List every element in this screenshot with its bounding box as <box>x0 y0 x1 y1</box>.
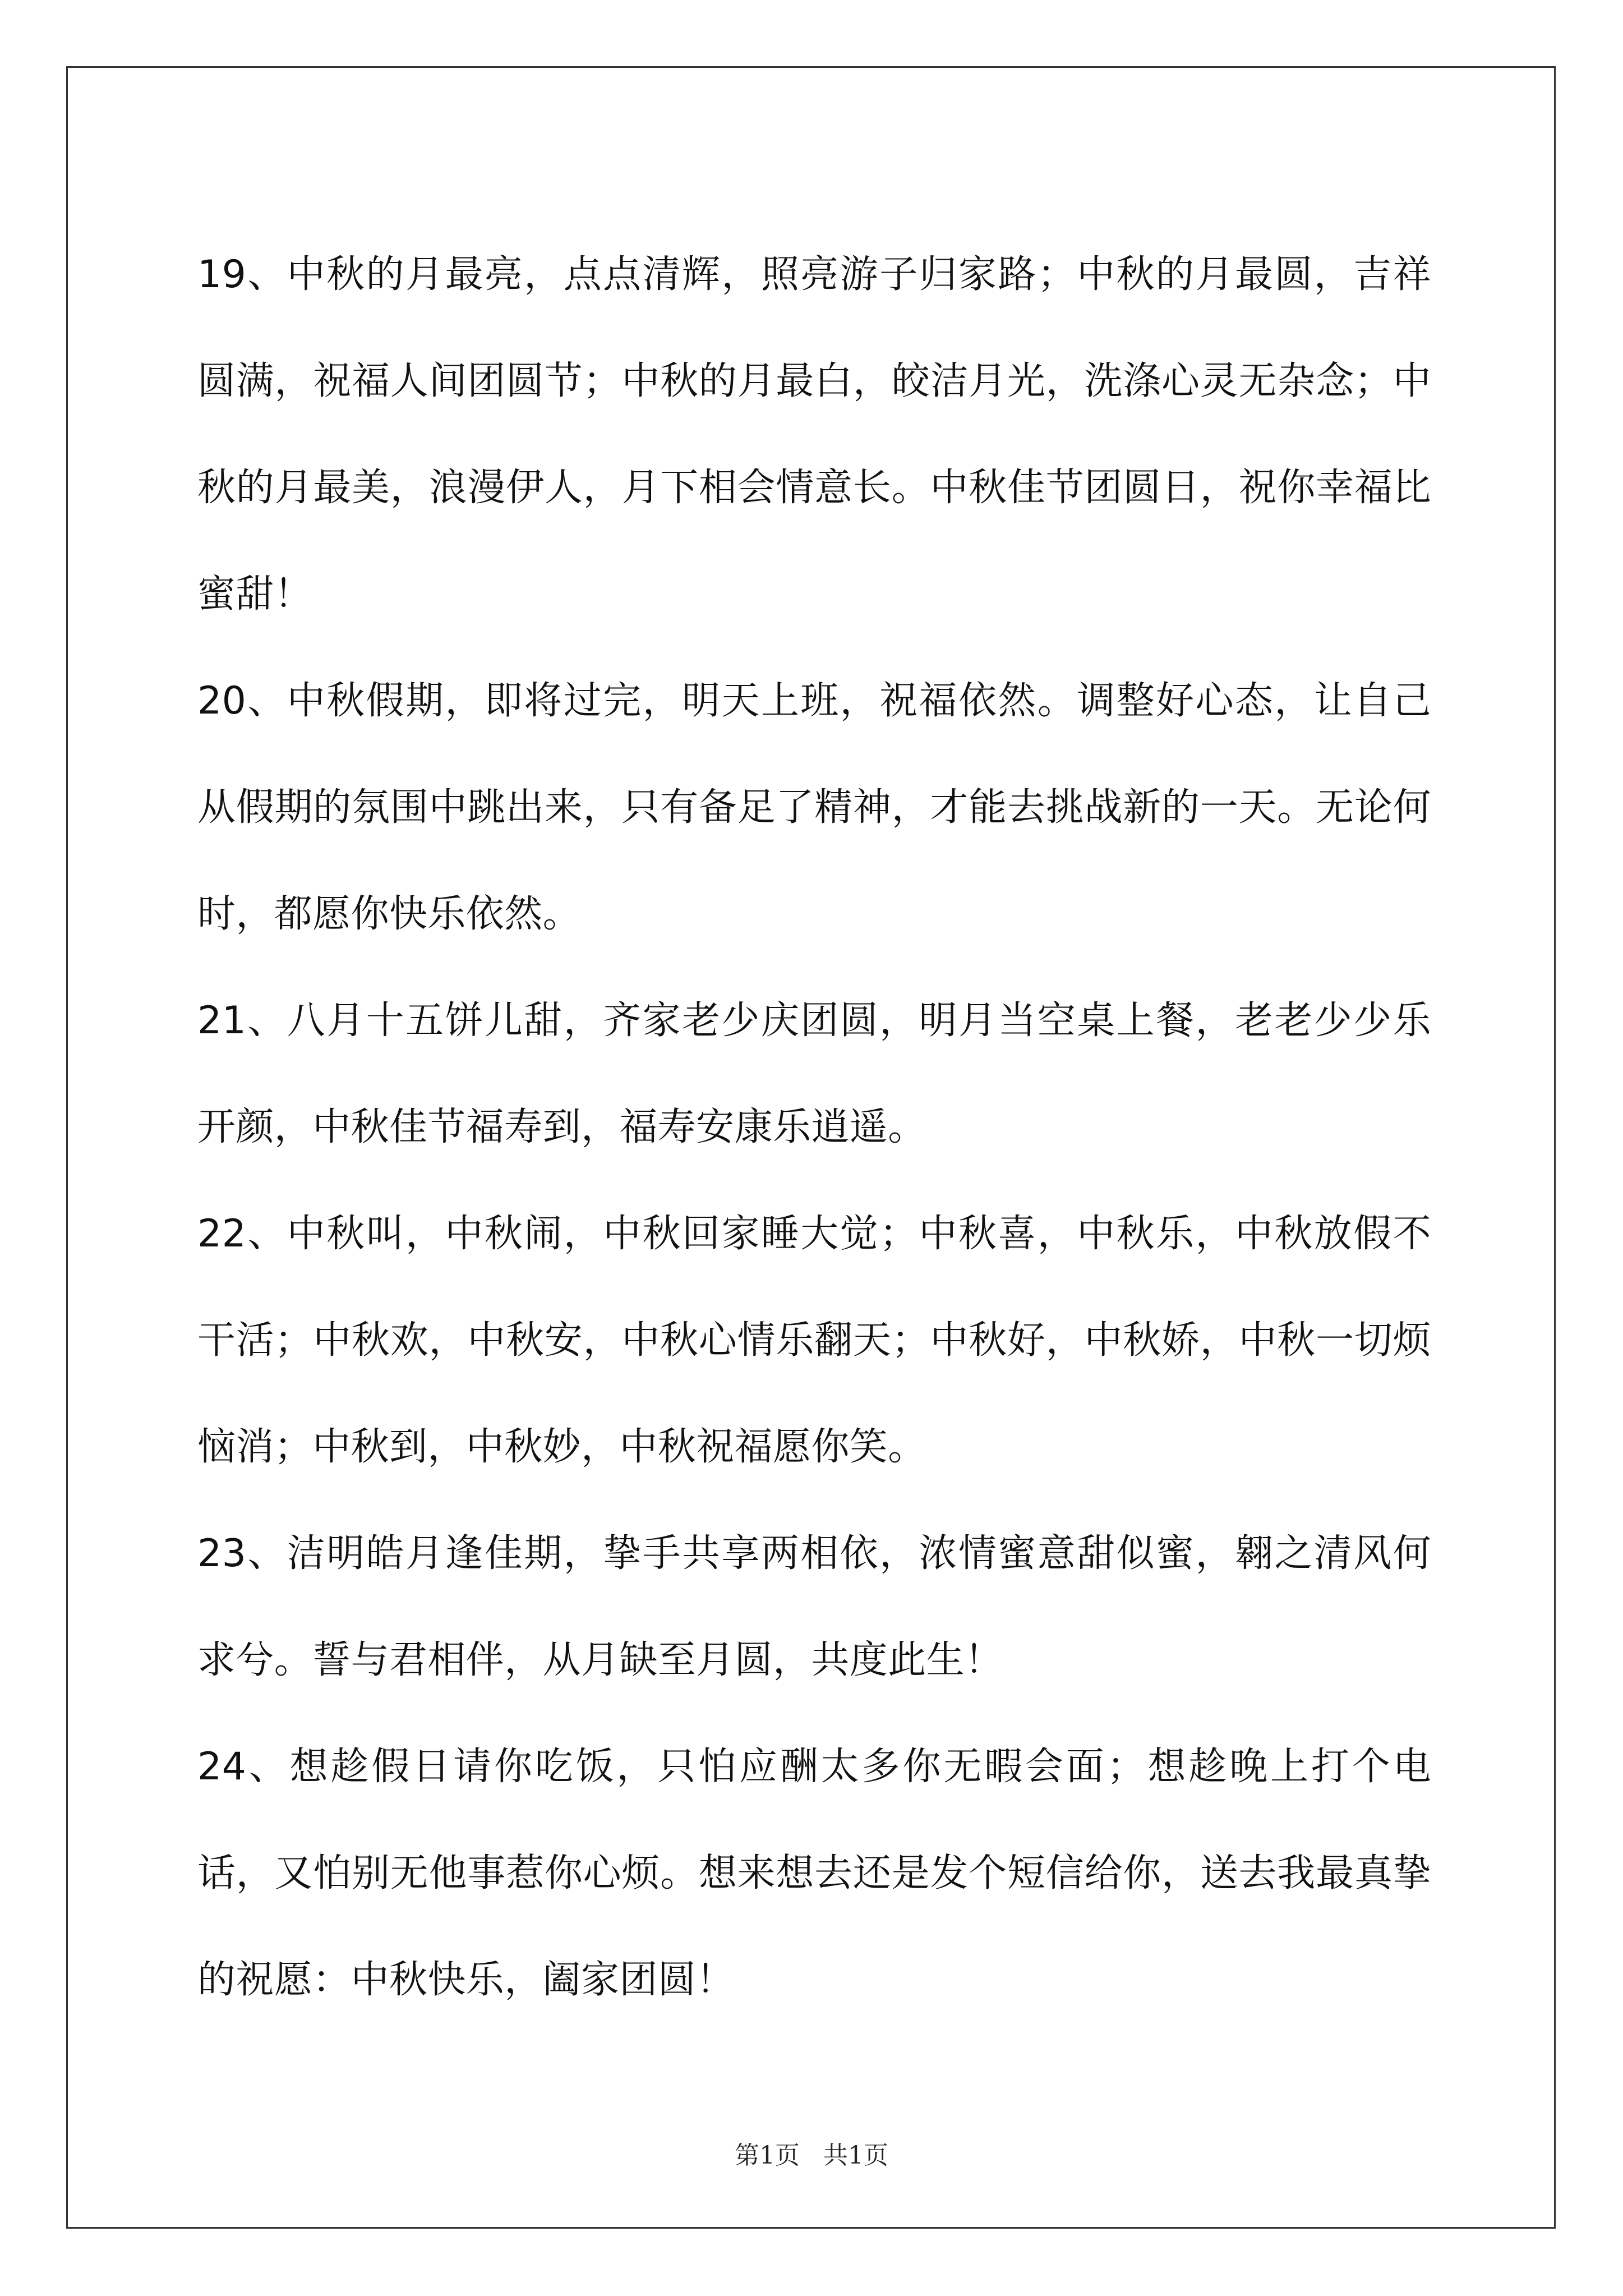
page-number: 第1页 <box>735 2141 800 2170</box>
paragraph-19: 19、中秋的月最亮，点点清辉，照亮游子归家路；中秋的月最圆，吉祥圆满，祝福人间团圆节；中秋的月最白，皎洁月光，洗涤心灵无杂念；中秋的月最美，浪漫伊人，月下相会情意长。中秋佳节团圆日，祝你幸福比蜜甜！ <box>197 252 1431 616</box>
page-total: 共1页 <box>823 2141 888 2170</box>
page-footer <box>0 2135 1623 2171</box>
paragraph-20: 20、中秋假期，即将过完，明天上班，祝福依然。调整好心态，让自己从假期的氛围中跳出来，只有备足了精神，才能去挑战新的一天。无论何时，都愿你快乐依然。 <box>197 679 1431 936</box>
paragraph-23: 23、洁明皓月逢佳期，挚手共享两相依，浓情蜜意甜似蜜，翱之清风何求兮。誓与君相伴，从月缺至月圆，共度此生！ <box>197 1531 1431 1682</box>
document-body <box>197 222 1431 2033</box>
footer-gap <box>800 2141 823 2170</box>
paragraph-22: 22、中秋叫，中秋闹，中秋回家睡大觉；中秋喜，中秋乐，中秋放假不干活；中秋欢，中秋安，中秋心情乐翻天；中秋好，中秋娇，中秋一切烦恼消；中秋到，中秋妙，中秋祝福愿你笑。 <box>197 1212 1431 1469</box>
paragraph-21: 21、八月十五饼儿甜，齐家老少庆团圆，明月当空桌上餐，老老少少乐开颜，中秋佳节福寿到，福寿安康乐逍遥。 <box>197 999 1431 1149</box>
paragraph-24: 24、想趁假日请你吃饭，只怕应酬太多你无暇会面；想趁晚上打个电话，又怕别无他事惹你心烦。想来想去还是发个短信给你，送去我最真挚的祝愿：中秋快乐，阖家团圆！ <box>197 1745 1431 2002</box>
